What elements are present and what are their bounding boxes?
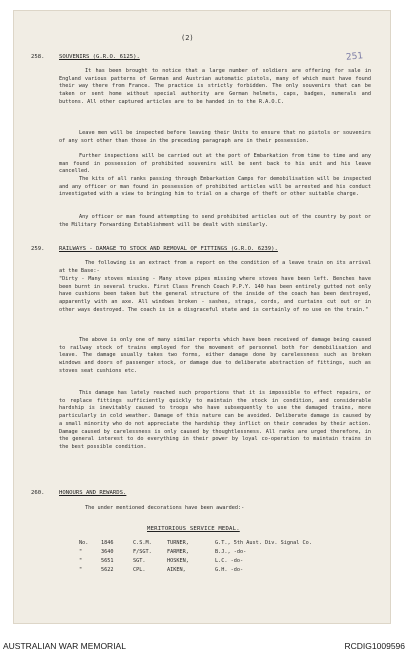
section-number: 260. xyxy=(31,490,45,496)
paragraph: Further inspections will be carried out at the port of Embarkation from time to time and any man found in possession of prohibited souvenirs will be sent back to his unit and his leave cancelled. xyxy=(59,153,371,175)
footer xyxy=(0,638,409,654)
paragraph: The under mentioned decorations have been awarded:- xyxy=(85,505,245,511)
award-rank: CPL. xyxy=(133,567,146,573)
award-rank: F/SGT. xyxy=(133,549,152,555)
footer-archive-name: AUSTRALIAN WAR MEMORIAL xyxy=(3,641,126,651)
award-rank: SGT. xyxy=(133,558,146,564)
award-unit: G.H. -do- xyxy=(215,567,244,573)
section-number: 258. xyxy=(31,54,45,60)
section-heading: SOUVENIRS (G.R.O. 6125). xyxy=(59,54,140,60)
award-unit: G.T., 5th Aust. Div. Signal Co. xyxy=(215,540,312,546)
section-heading: RAILWAYS - DAMAGE TO STOCK AND REMOVAL OF FITTINGS (G.R.O. 6239). xyxy=(59,246,278,252)
paragraph: Leave men will be inspected before leaving their Units to ensure that no pistols or souvenirs of any sort other than those in the preceding paragraph are in their possession. xyxy=(59,130,371,144)
award-prefix: " xyxy=(79,558,83,564)
page-number: (2) xyxy=(181,34,194,42)
award-name: AIKEN, xyxy=(167,567,186,573)
award-prefix: No. xyxy=(79,540,89,546)
award-service-number: 3640 xyxy=(101,549,114,555)
award-service-number: 5651 xyxy=(101,558,114,564)
paragraph: It has been brought to notice that a large number of soldiers are offering for sale in England various patterns of German and Austrian automatic pistols, many of which must have found their way there from France. The practice is strictly forbidden. The only souvenirs that can be taken or sent home without special authority are German helmets, caps, badges, numerals and buttons. All other captured articles are to be handed in to the R.A.O.C. xyxy=(59,68,371,105)
archive-stamp-number: 251 xyxy=(345,51,364,63)
paragraph: The kits of all ranks passing through Embarkation Camps for demobilisation will be inspected and any officer or man found in possession of prohibited articles will be arrested and his conduct investigated with a view to bringing him to trial on a charge of theft or other suitable charge. xyxy=(59,176,371,198)
award-name: FARMER, xyxy=(167,549,189,555)
award-name: TURNER, xyxy=(167,540,189,546)
award-prefix: " xyxy=(79,567,83,573)
footer-record-id: RCDIG1009596 xyxy=(344,641,405,651)
award-service-number: 1846 xyxy=(101,540,114,546)
paragraph: This damage has lately reached such proportions that it is impossible to effect repairs, or to replace fittings sufficiently quickly to maintain the stock in condition, and considerable hardship is inevitably caused to troops who have subsequently to use the damaged trains, more particularly in cold weather. Damage of this nature can be avoided. Deliberate damage is caused by a small minority who do not appreciate the hardship they inflict on their comrades by their action. Damage caused by carelessness is only caused by thoughtlessness. All ranks are urged therefore, in the general interest to do everything in their power by loyal co-operation to maintain trains in the best possible condition. xyxy=(59,390,371,450)
section-number: 259. xyxy=(31,246,45,252)
paragraph: The above is only one of many similar reports which have been received of damage being caused to railway stock of trains employed for the movement of personnel both for demobilisation and leave. The damage usually takes two forms, either damage done by carelessness such as broken windows and doors of passenger stock, or damage due to deliberate abstraction of fittings, such as stoves seat cushions etc. xyxy=(59,337,371,374)
award-rank: C.S.M. xyxy=(133,540,152,546)
award-unit: B.J., -do- xyxy=(215,549,247,555)
award-unit: L.C. -do- xyxy=(215,558,244,564)
award-prefix: " xyxy=(79,549,83,555)
quoted-report: "Dirty - Many stoves missing - Many stove pipes missing where stoves have been left. Benches have been burnt in several trucks. First Class French Coach P.P.Y. 140 has been entirely gutted not only have cushions been taken but the general structure of the inside of the coach has been destroyed, apparently with an axe. All windows broken - sashes, straps, cords, and curtains cut out or in other ways destroyed. The coach is in a disgraceful state and is certainly of no use on the train." xyxy=(59,276,371,313)
paragraph: Any officer or man found attempting to send prohibited articles out of the country by post or the Military Forwarding Establishment will be dealt with similarly. xyxy=(59,214,371,228)
award-name: HOSKEN, xyxy=(167,558,189,564)
paragraph: The following is an extract from a report on the condition of a leave train on its arrival at the Base:- xyxy=(59,260,371,274)
award-service-number: 5622 xyxy=(101,567,114,573)
section-heading: HONOURS AND REWARDS. xyxy=(59,490,127,496)
document-page xyxy=(13,10,391,624)
decoration-heading: MERITORIOUS SERVICE MEDAL. xyxy=(147,526,240,532)
